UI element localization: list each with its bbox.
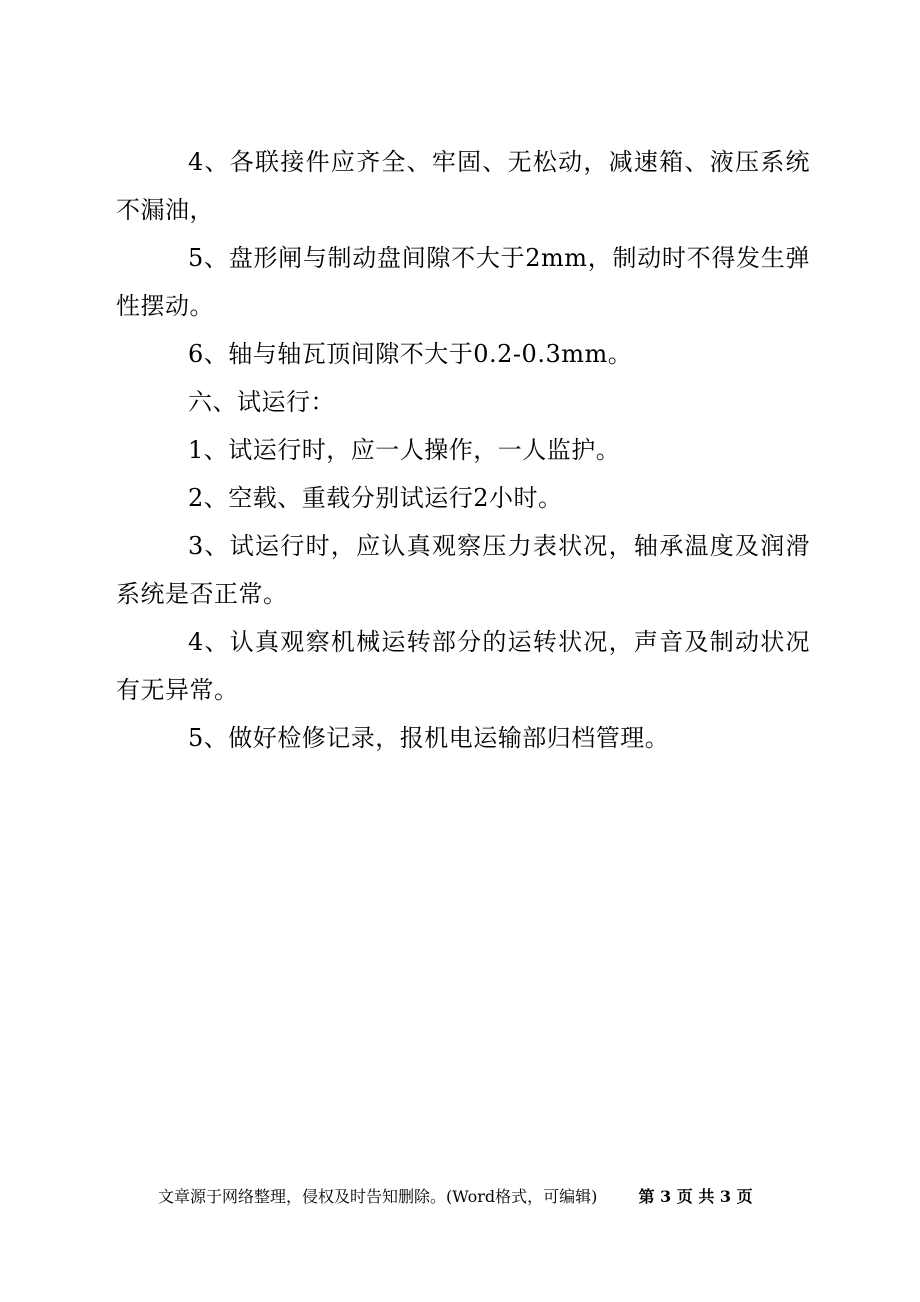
section-heading-trial-run: 六、试运行： (188, 388, 335, 416)
paragraph-trial-4: 4、认真观察机械运转部分的运转状况，声音及制动状况有无异常。 (116, 628, 810, 704)
footer-note: 文章源于网络整理，侵权及时告知删除。(Word格式，可编辑) (158, 1187, 598, 1206)
document-body (116, 138, 810, 762)
paragraph-trial-5: 5、做好检修记录，报机电运输部归档管理。 (188, 724, 670, 752)
paragraph-item-6-bearing-gap: 6、轴与轴瓦顶间隙不大于0.2-0.3mm。 (188, 340, 633, 368)
paragraph-trial-1: 1、试运行时，应一人操作，一人监护。 (188, 436, 621, 464)
paragraph-item-5-brake-gap: 5、盘形闸与制动盘间隙不大于2mm，制动时不得发生弹性摆动。 (116, 244, 810, 320)
page-footer (158, 1185, 778, 1209)
paragraph-item-4-connectors: 4、各联接件应齐全、牢固、无松动，减速箱、液压系统不漏油， (116, 148, 810, 224)
paragraph-trial-2: 2、空载、重载分别试运行2小时。 (188, 484, 563, 512)
paragraph-trial-3: 3、试运行时，应认真观察压力表状况，轴承温度及润滑系统是否正常。 (116, 532, 810, 608)
page-number: 第 3 页 共 3 页 (638, 1187, 753, 1206)
